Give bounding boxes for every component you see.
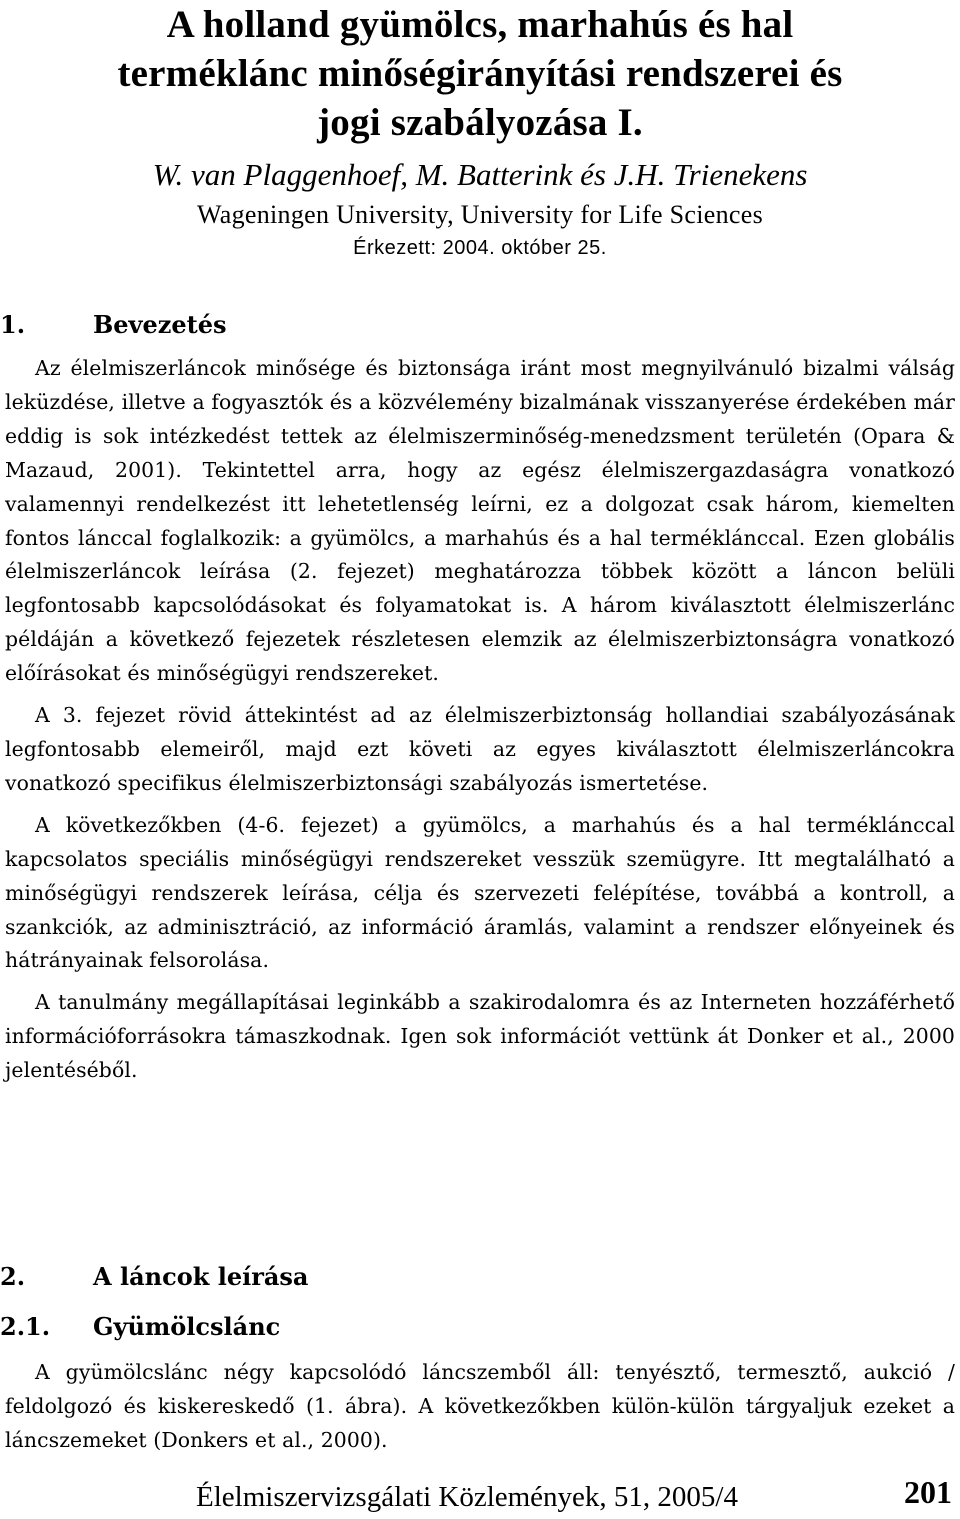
paragraph: A tanulmány megállapításai leginkább a szakirodalomra és az Interneten hozzáférhető információforrásokra támaszkodnak. Igen sok információt vettünk át Donker et al., 2000 jelentéséből. [5,990,955,1083]
page-number: 201 [904,1474,952,1510]
section-number: 2.1. [0,1312,51,1341]
section-heading-fruit-chain [0,1312,281,1341]
section-heading-introduction [0,310,227,339]
title-line: A holland gyümölcs, marhahús és hal [166,3,794,46]
section-number: 1. [0,310,26,339]
paragraph: Az élelmiszerláncok minősége és biztonsága iránt most megnyilvánuló bizalmi válság leküzdése, illetve a fogyasztók és a közvélemény bizalmának visszanyerése érdekében már eddig is sok intézkedést tettek az élelmiszerminőség-menedzsment területén (Opara & Mazaud, 2001). Tekintettel arra, hogy az egész élelmiszergazdaságra vonatkozó valamennyi rendelkezést itt lehetetlenség leírni, ez a dolgozat csak három, kiemelten fontos lánccal foglalkozik: a gyümölcs, a marhahús és a hal terméklánccal. Ezen globális élelmiszerláncok leírása (2. fejezet) meghatározza többek között a láncon belüli legfontosabb kapcsolódásokat és folyamatokat is. A három kiválasztott élelmiszerlánc példáján a következő fejezetek részletesen elemzik az élelmiszerbiztonságra vonatkozó előírásokat és minőségügyi rendszereket. [5,356,955,686]
received-date: Érkezett: 2004. október 25. [353,237,607,259]
article-affiliation: Wageningen University, University for Life Sciences [196,200,764,229]
section-title: Gyümölcslánc [93,1312,281,1341]
article-authors: W. van Plaggenhoef, M. Batterink és J.H. Trienekens [152,157,808,192]
fruit-chain-body [5,1356,955,1458]
article-header [0,0,960,261]
introduction-body [5,352,955,1088]
journal-citation: Élelmiszervizsgálati Közlemények, 51, 2005/4 [196,1481,738,1513]
paragraph: A következőkben (4-6. fejezet) a gyümölcs, a marhahús és a hal terméklánccal kapcsolatos speciális minőségügyi rendszereket vesszük szemügyre. Itt megtalálható a minőségügyi rendszerek leírása, célja és szervezeti felépítése, továbbá a kontroll, a szankciók, az adminisztráció, az információ áramlás, valamint a rendszer előnyeinek és hátrányainak felsorolása. [5,812,955,973]
section-title: A láncok leírása [93,1262,309,1291]
paragraph: A gyümölcslánc négy kapcsolódó láncszemből áll: tenyésztő, termesztő, aukció / feldolgozó és kiskereskedő (1. ábra). A következőkben külön-külön tárgyaljuk ezeket a láncszemeket (Donkers et al., 2000). [5,1360,955,1452]
title-line: jogi szabályozása I. [317,101,643,144]
section-heading-chain-description [0,1262,309,1291]
paragraph: A 3. fejezet rövid áttekintést ad az élelmiszerbiztonság hollandiai szabályozásának legfontosabb elemeiről, majd ezt követi az egyes kiválasztott élelmiszerláncokra vonatkozó specifikus élelmiszerbiztonsági szabályozás ismertetése. [5,703,955,795]
article-title [0,0,960,147]
section-number: 2. [0,1262,26,1291]
title-line: terméklánc minőségirányítási rendszerei és [117,52,843,95]
section-title: Bevezetés [93,310,227,339]
